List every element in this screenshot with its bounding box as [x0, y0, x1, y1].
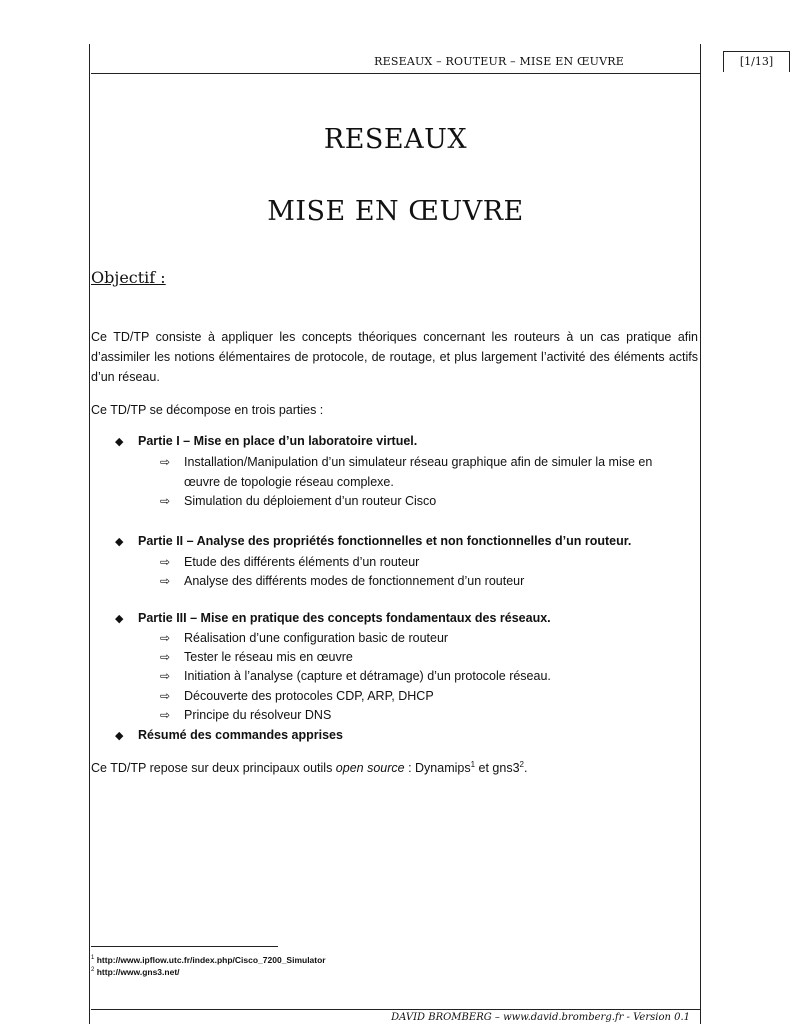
tools-paragraph: [91, 760, 527, 775]
page-number: [1/13]: [739, 55, 774, 68]
left-margin-rule: [89, 44, 90, 1024]
parts-intro-paragraph: Ce TD/TP se décompose en trois parties :: [91, 403, 324, 417]
footnote: [91, 955, 326, 965]
footnote: [91, 967, 180, 977]
part-title: Partie III – Mise en pratique des concepts fondamentaux des réseaux.: [138, 611, 551, 625]
arrow-bullet-icon: ⇨: [160, 574, 171, 588]
part-title: Partie I – Mise en place d’un laboratoire virtuel.: [138, 434, 418, 448]
part-item: Etude des différents éléments d’un routeur: [184, 555, 420, 569]
part-item: Tester le réseau mis en œuvre: [184, 650, 353, 664]
part-item: Analyse des différents modes de fonctionnement d’un routeur: [184, 574, 525, 588]
document-subtitle: MISE EN ŒUVRE: [267, 196, 524, 227]
tools-text: Ce TD/TP repose sur deux principaux outils: [91, 761, 336, 776]
diamond-bullet-icon: ◆: [115, 730, 124, 742]
arrow-bullet-icon: ⇨: [160, 455, 171, 469]
header-title: RESEAUX – ROUTEUR – MISE EN ŒUVRE: [374, 55, 624, 68]
page-number-box: [723, 51, 790, 72]
intro-paragraph: Ce TD/TP consiste à appliquer les concepts théoriques concernant les routeurs à un cas pratique afin d’assimiler les notions élémentaires de protocole, de routage, et plus largement l’activité des éléments actifs d’un réseau.: [91, 330, 698, 384]
arrow-bullet-icon: ⇨: [160, 708, 171, 722]
part-item: Découverte des protocoles CDP, ARP, DHCP: [184, 689, 434, 703]
right-margin-rule: [700, 44, 701, 1024]
part-item: Simulation du déploiement d’un routeur Cisco: [184, 494, 437, 508]
diamond-bullet-icon: ◆: [115, 613, 124, 625]
part-item: Initiation à l’analyse (capture et détramage) d’un protocole réseau.: [184, 669, 551, 683]
footnote-rule: [91, 946, 278, 947]
arrow-bullet-icon: ⇨: [160, 631, 171, 645]
page-header: [91, 52, 774, 74]
footnote-ref[interactable]: 1: [470, 760, 476, 769]
footer-rule: [91, 1009, 700, 1010]
part-item: Installation/Manipulation d’un simulateur réseau graphique afin de simuler la mise en: [184, 455, 653, 469]
footnote-number: 1: [91, 955, 95, 962]
arrow-bullet-icon: ⇨: [160, 689, 171, 703]
footnote-link[interactable]: http://www.gns3.net/: [96, 967, 180, 977]
arrow-bullet-icon: ⇨: [160, 669, 171, 683]
tools-text: : Dynamips: [404, 761, 471, 776]
part-item: Principe du résolveur DNS: [184, 708, 332, 722]
arrow-bullet-icon: ⇨: [160, 650, 171, 664]
objectif-heading: Objectif :: [91, 268, 166, 287]
arrow-bullet-icon: ⇨: [160, 555, 171, 569]
tools-italic: open source: [335, 761, 405, 776]
part-title: Résumé des commandes apprises: [138, 728, 343, 742]
page-footer: DAVID BROMBERG – www.david.bromberg.fr - Version 0.1: [391, 1012, 690, 1023]
document-title: RESEAUX: [323, 124, 468, 155]
part-item: œuvre de topologie réseau complexe.: [184, 475, 394, 489]
diamond-bullet-icon: ◆: [115, 436, 124, 448]
footnote-number: 2: [91, 967, 95, 974]
footnote-ref[interactable]: 2: [519, 760, 524, 769]
footnote-link[interactable]: http://www.ipflow.utc.fr/index.php/Cisco_7200_Simulator: [96, 955, 326, 965]
diamond-bullet-icon: ◆: [115, 536, 124, 548]
tools-text: .: [524, 761, 528, 776]
arrow-bullet-icon: ⇨: [160, 494, 171, 508]
part-title: Partie II – Analyse des propriétés fonctionnelles et non fonctionnelles d’un routeur.: [138, 534, 632, 548]
part-item: Réalisation d’une configuration basic de routeur: [184, 631, 449, 645]
tools-text: et gns3: [475, 761, 520, 776]
